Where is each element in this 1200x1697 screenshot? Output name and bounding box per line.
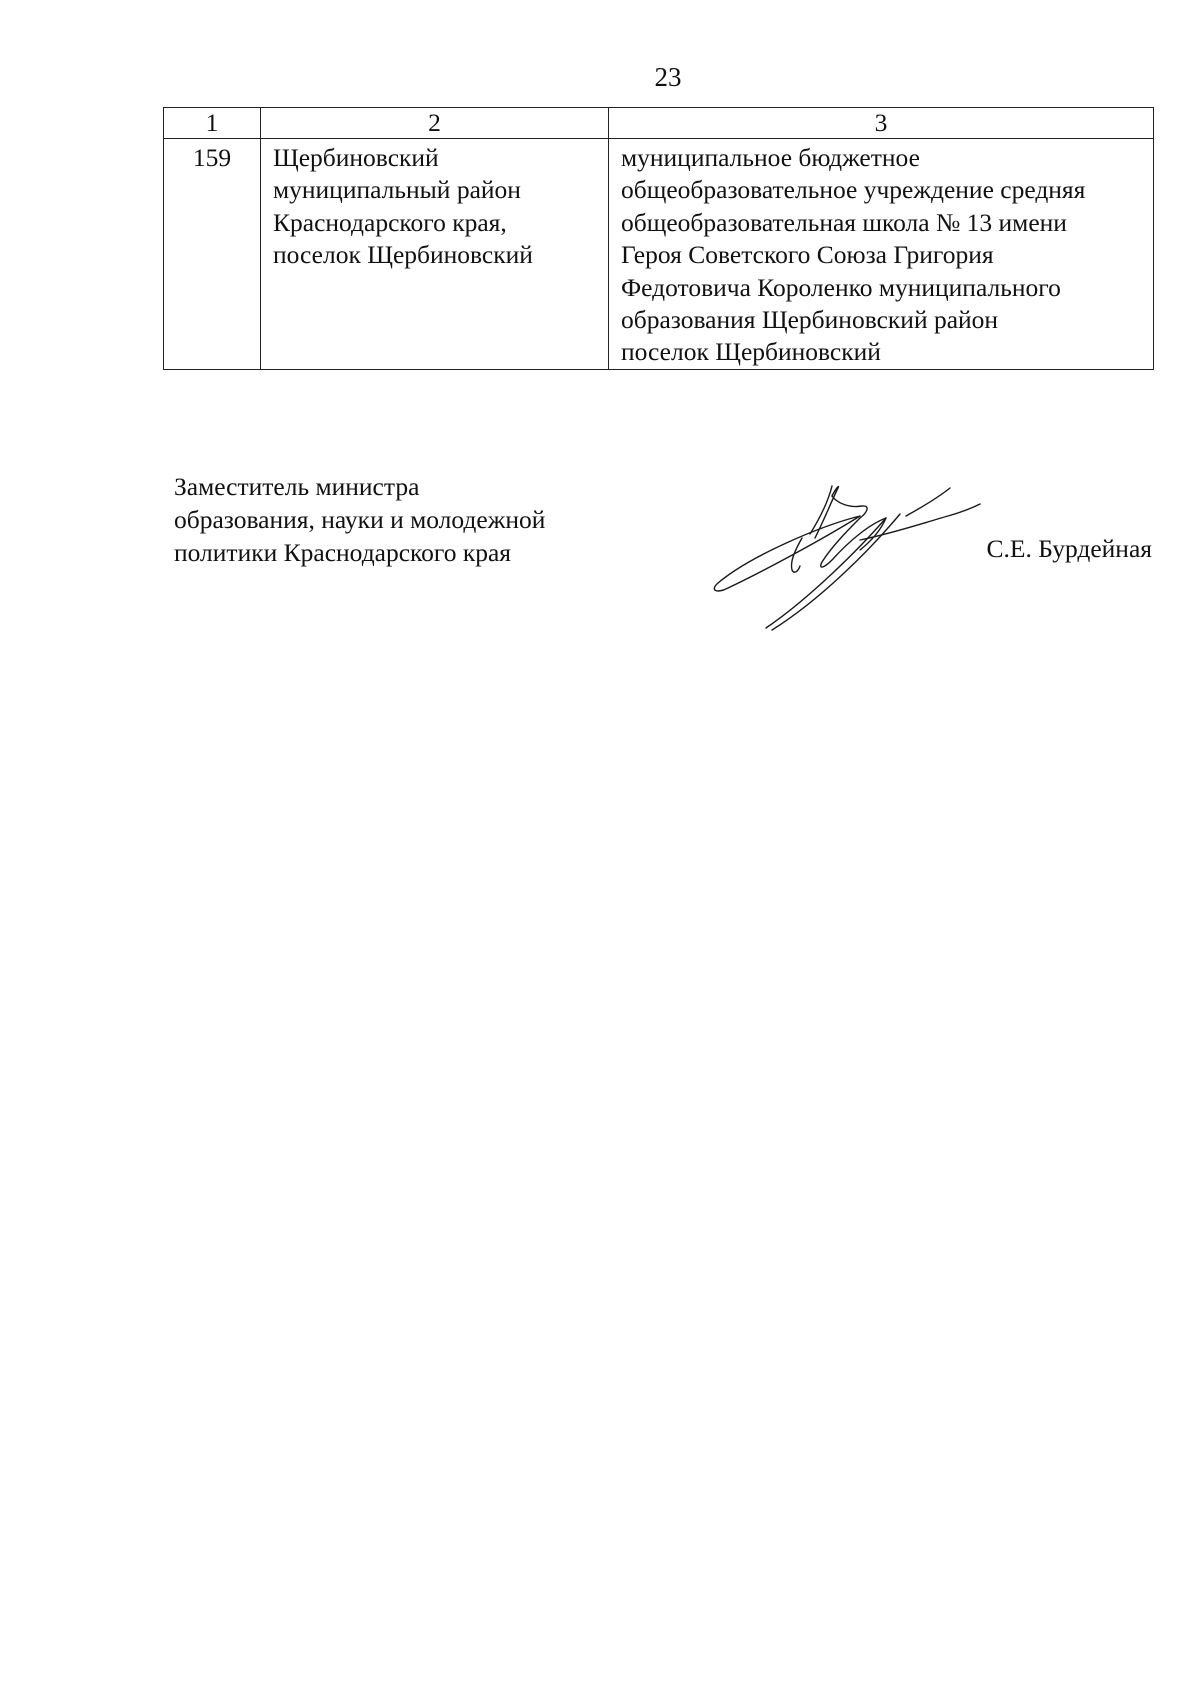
institution-line: Героя Советского Союза Григория	[621, 240, 994, 270]
table-header-row	[164, 108, 1154, 139]
document-table	[163, 107, 1154, 370]
column-header-2: 2	[261, 108, 609, 139]
table-row	[164, 139, 1154, 370]
handwritten-signature	[710, 478, 990, 638]
signatory-position-line: образования, науки и молодежной	[174, 505, 546, 534]
institution-cell	[609, 139, 1154, 370]
institution-line: муниципальное бюджетное	[621, 143, 920, 172]
signatory-position-line: Заместитель министра	[174, 472, 420, 501]
institution-line: Федотовича Короленко муниципального	[621, 272, 1061, 302]
location-line: Краснодарского края,	[273, 207, 507, 237]
location-line: Щербиновский	[273, 143, 439, 172]
location-line: муниципальный район	[273, 175, 521, 205]
institution-line: общеобразовательная школа № 13 имени	[621, 207, 1067, 237]
signatory-position-line: политики Краснодарского края	[174, 538, 512, 567]
institution-line: поселок Щербиновский	[621, 337, 881, 367]
institution-line: общеобразовательное учреждение средняя	[621, 175, 1086, 205]
column-header-1: 1	[164, 108, 261, 139]
location-cell	[261, 139, 609, 370]
location-line: поселок Щербиновский	[273, 240, 533, 270]
signatory-position	[174, 470, 545, 569]
row-number-cell: 159	[164, 139, 261, 370]
page-number: 23	[654, 62, 682, 92]
column-header-3: 3	[609, 108, 1154, 139]
institution-line: образования Щербиновский район	[621, 305, 999, 335]
signer-name: С.Е. Бурдейная	[986, 534, 1152, 563]
